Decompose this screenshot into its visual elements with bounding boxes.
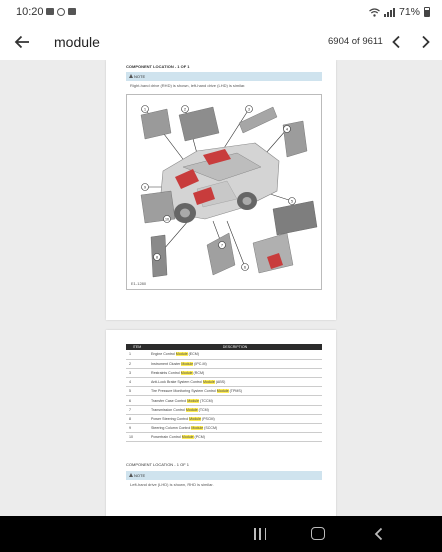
table-row <box>126 359 322 368</box>
row-item: 6 <box>126 396 148 405</box>
minus-circle-icon <box>57 8 65 16</box>
document-page-2 <box>106 330 336 516</box>
document-title: module <box>54 34 100 50</box>
note-box <box>126 471 322 480</box>
mail-icon <box>46 8 54 15</box>
row-item: 7 <box>126 405 148 414</box>
document-viewer[interactable] <box>0 60 442 516</box>
callout-9: 9 <box>144 185 146 190</box>
search-highlight: Module <box>185 407 198 412</box>
callout-1: 1 <box>144 107 146 112</box>
search-highlight: Module <box>187 398 200 403</box>
callout-3: 3 <box>248 107 250 112</box>
note-label: NOTE <box>134 74 146 79</box>
table-row <box>126 414 322 423</box>
component-location-diagram <box>126 94 322 290</box>
table-row <box>126 350 322 359</box>
description-suffix: (SCCM) <box>203 426 218 431</box>
description-suffix: (TCM) <box>197 407 209 412</box>
description-text: Anti-Lock Brake System Control <box>151 380 203 385</box>
description-suffix: (TPMS) <box>228 389 242 394</box>
back-button[interactable] <box>10 30 34 54</box>
home-icon[interactable] <box>311 527 325 540</box>
table-row <box>126 433 322 442</box>
row-item: 2 <box>126 359 148 368</box>
search-highlight: Module <box>191 426 204 431</box>
warning-icon <box>129 473 133 477</box>
callout-10: 10 <box>165 217 169 222</box>
table-row <box>126 396 322 405</box>
next-page-button[interactable] <box>414 30 438 54</box>
row-description <box>148 368 322 377</box>
search-highlight: Module <box>189 416 201 421</box>
battery-percent: 71% <box>398 6 420 18</box>
header-item: ITEM <box>126 344 148 350</box>
row-description <box>148 359 322 368</box>
wifi-icon <box>369 8 380 17</box>
row-description <box>148 396 322 405</box>
description-text: Power Steering Control <box>151 416 190 421</box>
row-item: 4 <box>126 378 148 387</box>
battery-icon <box>424 7 430 17</box>
chevron-right-icon <box>421 35 431 49</box>
search-highlight: Module <box>181 435 194 440</box>
description-suffix: (TCCM) <box>199 398 213 403</box>
header-description: DESCRIPTION <box>148 344 322 350</box>
sub-heading: COMPONENT LOCATION - 1 OF 1 <box>126 462 189 467</box>
row-description <box>148 433 322 442</box>
table-row <box>126 424 322 433</box>
system-status <box>369 6 430 18</box>
notification-icons <box>46 8 76 16</box>
description-text: Transmission Control <box>151 407 186 412</box>
page-counter: 6904 of 9611 <box>328 36 383 47</box>
row-description <box>148 424 322 433</box>
description-text: Engine Control <box>151 352 176 357</box>
callout-2: 2 <box>184 107 186 112</box>
row-item: 8 <box>126 414 148 423</box>
note-label: NOTE <box>134 473 146 478</box>
search-highlight: Module <box>202 380 215 385</box>
callout-8: 8 <box>156 255 158 260</box>
back-icon[interactable] <box>371 526 387 542</box>
search-highlight: Module <box>181 361 194 366</box>
note-text: Left-hand drive (LHD) is shown, RHD is similar. <box>130 482 214 487</box>
component-table <box>126 344 322 442</box>
search-highlight: Module <box>180 370 193 375</box>
row-item: 10 <box>126 433 148 442</box>
row-description <box>148 350 322 359</box>
note-box <box>126 72 322 81</box>
note-text: Right-hand drive (RHD) is shown, left-hand drive (LHD) is similar. <box>130 83 246 88</box>
callout-4: 4 <box>286 127 288 132</box>
chevron-left-icon <box>391 35 401 49</box>
recent-apps-icon[interactable] <box>254 528 266 540</box>
description-text: Instrument Cluster <box>151 361 182 366</box>
search-highlight: Module <box>175 352 188 357</box>
description-text: Steering Column Control <box>151 426 192 431</box>
description-suffix: (IPC-M) <box>193 361 207 366</box>
callout-6: 6 <box>244 265 246 270</box>
signal-icon <box>384 8 395 17</box>
callout-7: 7 <box>221 243 223 248</box>
row-item: 3 <box>126 368 148 377</box>
description-suffix: (PCM) <box>193 435 205 440</box>
description-suffix: (RCM) <box>192 370 205 375</box>
document-page-1 <box>106 60 336 320</box>
description-text: Transfer Case Control <box>151 398 188 403</box>
status-bar <box>0 0 442 24</box>
image-icon <box>68 8 76 15</box>
callout-5: 5 <box>291 199 293 204</box>
row-item: 9 <box>126 424 148 433</box>
table-row <box>126 378 322 387</box>
description-text: Powertrain Control <box>151 435 182 440</box>
figure-code: E1-1280 <box>131 281 147 286</box>
system-navigation-bar <box>0 516 442 552</box>
row-description <box>148 387 322 396</box>
search-highlight: Module <box>216 389 229 394</box>
warning-icon <box>129 74 133 78</box>
row-description <box>148 414 322 423</box>
table-row <box>126 405 322 414</box>
row-item: 1 <box>126 350 148 359</box>
status-time: 10:20 <box>16 6 44 18</box>
table-row <box>126 387 322 396</box>
app-bar <box>0 24 442 60</box>
vehicle-illustration <box>127 95 321 289</box>
page-heading: COMPONENT LOCATION - 1 OF 1 <box>126 64 190 69</box>
description-suffix: (ABS) <box>214 380 226 385</box>
previous-page-button[interactable] <box>384 30 408 54</box>
description-suffix: (ECM) <box>187 352 199 357</box>
row-item: 5 <box>126 387 148 396</box>
row-description <box>148 378 322 387</box>
description-suffix: (PSCM) <box>200 416 215 421</box>
arrow-left-icon <box>14 35 30 49</box>
row-description <box>148 405 322 414</box>
description-text: Restraints Control <box>151 370 181 375</box>
description-text: Tire Pressure Monitoring System Control <box>151 389 217 394</box>
table-row <box>126 368 322 377</box>
